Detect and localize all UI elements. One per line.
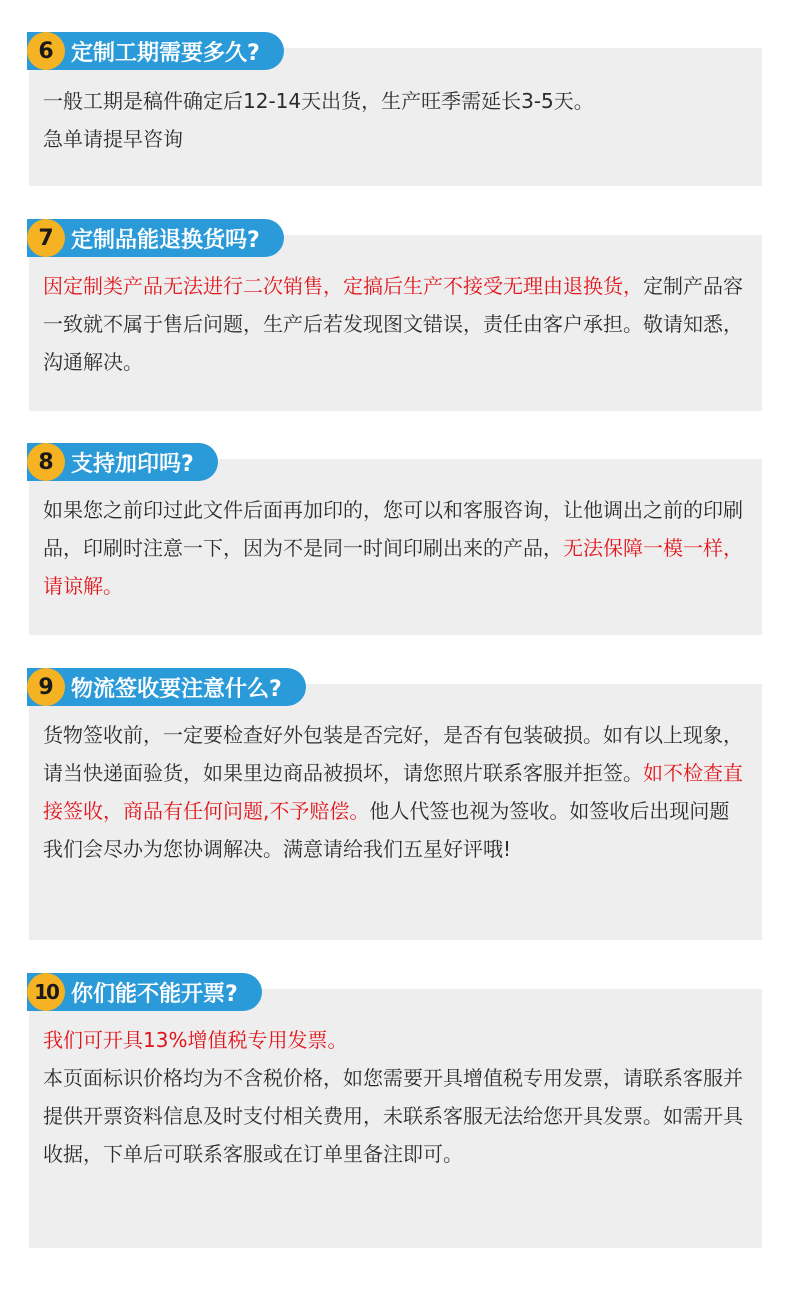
faq-answer: [43, 267, 748, 381]
faq-title-pill: [27, 219, 284, 257]
answer-highlight: 无法保障一模一样，请谅解。: [43, 536, 743, 598]
faq-title: 定制工期需要多久?: [71, 40, 260, 66]
faq-title-pill: [27, 443, 218, 481]
number-badge: 9: [27, 668, 65, 706]
answer-text: 定制产品容一致就不属于售后问题，生产后若发现图文错误，责任由客户承担。敬请知悉，沟通解决。: [43, 274, 743, 374]
faq-item-8: [29, 449, 762, 635]
faq-answer: [43, 491, 748, 605]
answer-text: 急单请提早咨询: [43, 127, 183, 151]
faq-title-pill: [27, 668, 306, 706]
answer-text: 如果您之前印过此文件后面再加印的，您可以和客服咨询，让他调出之前的印刷品，印刷时注意一下，因为不是同一时间印刷出来的产品，: [43, 498, 743, 560]
number-badge: 7: [27, 219, 65, 257]
faq-title: 物流签收要注意什么?: [71, 676, 282, 702]
faq-title-pill: [27, 32, 284, 70]
answer-highlight: 如不检查直接签收，商品有任何问题,不予赔偿。: [43, 761, 743, 823]
faq-title: 支持加印吗?: [71, 451, 194, 477]
faq-title: 你们能不能开票?: [71, 981, 238, 1007]
faq-item-10: [29, 980, 762, 1248]
faq-answer: [43, 82, 748, 158]
answer-highlight: 因定制类产品无法进行二次销售，定搞后生产不接受无理由退换货，: [43, 274, 643, 298]
answer-highlight: 我们可开具13%增值税专用发票。: [43, 1028, 348, 1052]
number-badge: 10: [27, 973, 65, 1011]
answer-text: 本页面标识价格均为不含税价格，如您需要开具增值税专用发票，请联系客服并提供开票资料信息及时支付相关费用，未联系客服无法给您开具发票。如需开具收据，下单后可联系客服或在订单里备注即可。: [43, 1066, 743, 1166]
faq-answer: [43, 1021, 748, 1173]
faq-answer: [43, 716, 748, 868]
faq-item-6: [29, 38, 762, 186]
faq-item-9: [29, 674, 762, 940]
faq-title-pill: [27, 973, 262, 1011]
answer-text: 他人代签也视为签收。如签收后出现问题我们会尽办为您协调解决。满意请给我们五星好评哦!: [43, 799, 730, 861]
faq-item-7: [29, 225, 762, 411]
answer-text: 一般工期是稿件确定后12-14天出货，生产旺季需延长3-5天。: [43, 89, 594, 113]
faq-title: 定制品能退换货吗?: [71, 227, 260, 253]
number-badge: 6: [27, 32, 65, 70]
number-badge: 8: [27, 443, 65, 481]
answer-text: 货物签收前，一定要检查好外包装是否完好，是否有包装破损。如有以上现象，请当快递面验货，如果里边商品被损坏，请您照片联系客服并拒签。: [43, 723, 743, 785]
